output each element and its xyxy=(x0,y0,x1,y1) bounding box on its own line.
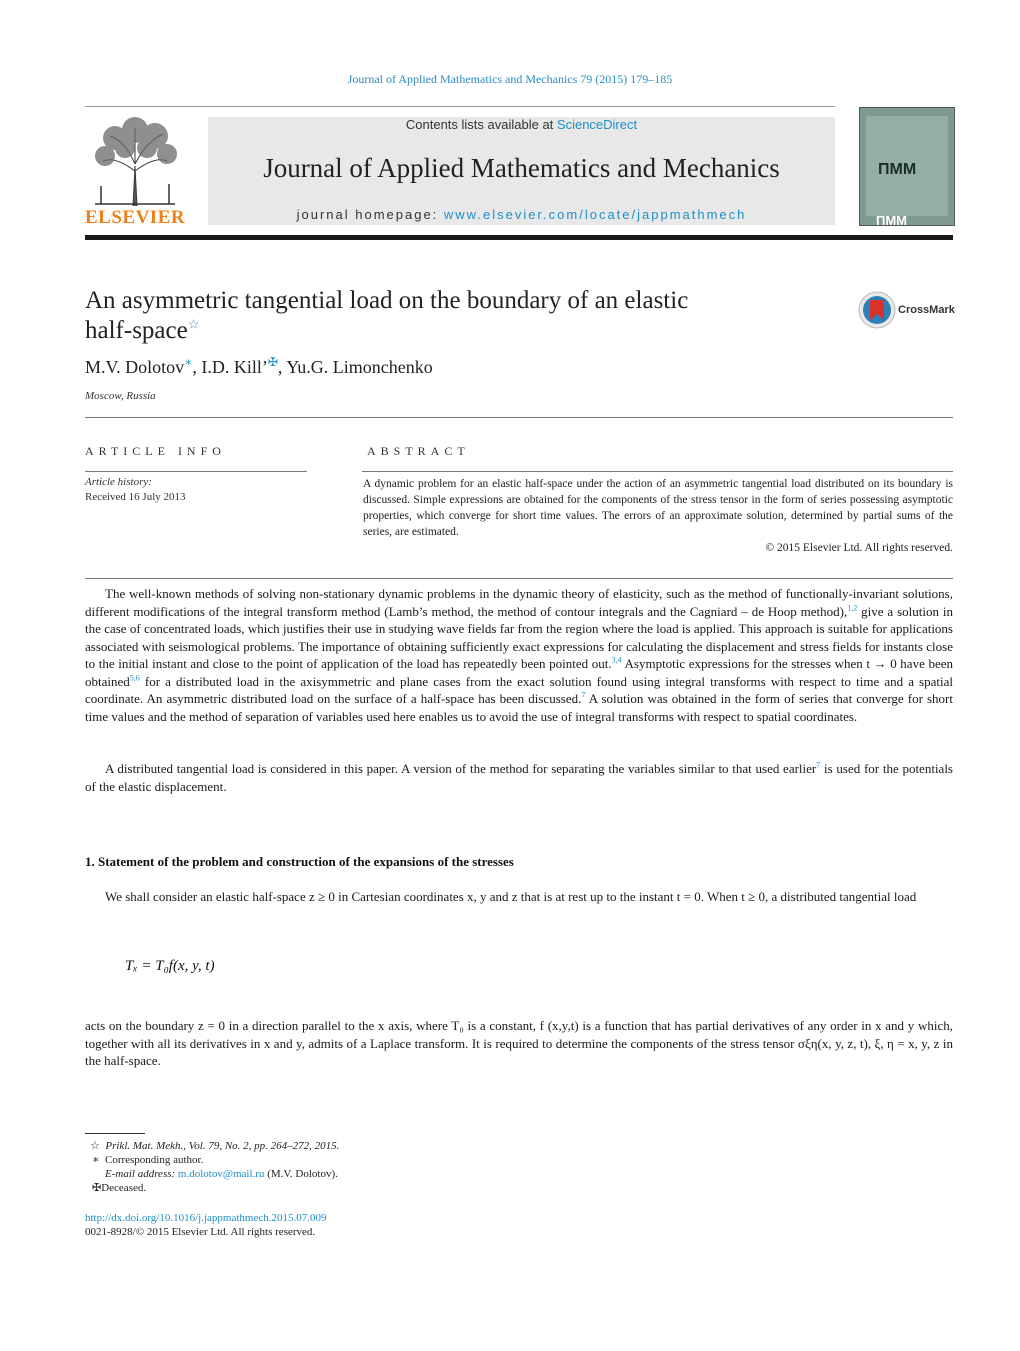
received-date: Received 16 July 2013 xyxy=(85,491,186,503)
abstract-text: A dynamic problem for an elastic half-space under the action of an asymmetric tangential load distributed on its boundary is discussed. Simple expressions are obtained for the components of the stress tensor in the form of series possessing asymptotic properties, which converge for short time values. The errors of an approximate solution, determined by partial sums of the series, are estimated. xyxy=(363,478,953,538)
p1-text-a: The well-known methods of solving non-stationary dynamic problems in the dynamic theory of elasticity, such as the method of functionally-invariant solutions, different modifications of the integral transform method (Lamb’s method, the method of contour integrals and the Cagniard – de Hoop method), xyxy=(85,586,953,619)
crossmark-label[interactable]: CrossMark xyxy=(898,304,955,316)
fn3-label: E-mail address: xyxy=(105,1168,178,1180)
body-rule xyxy=(85,578,953,579)
cover-title: ПММ xyxy=(878,161,917,178)
intro-paragraph-1 xyxy=(85,585,953,725)
ref-7[interactable]: 7 xyxy=(581,690,586,700)
p1-text-e: A solution was obtained in the form of series that converge for short time values and the method of separation of variables used here enables us to avoid the use of integral transforms with respect to spatial coordinates. xyxy=(85,691,953,724)
ref-3-4[interactable]: 3,4 xyxy=(611,655,622,665)
ref-1-2[interactable]: 1,2 xyxy=(847,603,858,613)
journal-title: Journal of Applied Mathematics and Mechanics xyxy=(263,153,780,183)
section-1-heading: 1. Statement of the problem and construction of the expansions of the stresses xyxy=(85,854,514,869)
top-rule xyxy=(85,106,835,107)
fn4-mark: ✠ xyxy=(92,1182,102,1194)
homepage-link[interactable]: www.elsevier.com/locate/jappmathmech xyxy=(443,207,747,222)
fn3-suffix: (M.V. Dolotov). xyxy=(264,1168,338,1180)
fn1-mark: ☆ xyxy=(90,1140,100,1152)
issn-copyright: 0021-8928/© 2015 Elsevier Ltd. All rights reserved. xyxy=(85,1226,316,1238)
elsevier-tree-icon xyxy=(85,116,185,208)
abstract-heading: ABSTRACT xyxy=(367,444,470,458)
affiliation-rule xyxy=(85,417,953,418)
article-info-heading: ARTICLE INFO xyxy=(85,444,226,458)
homepage-line xyxy=(208,207,835,222)
author-list: M.V. Dolotov∗, I.D. Kill’✠, Yu.G. Limonchenko xyxy=(85,355,433,377)
author-email-link[interactable]: m.dolotov@mail.ru xyxy=(177,1168,265,1180)
equation-load: Tₓ = T₀f(x, y, t) xyxy=(125,958,215,974)
abstract-rule xyxy=(362,471,953,472)
contents-prefix: Contents lists available at xyxy=(405,117,557,132)
author-1-mark[interactable]: ∗ xyxy=(184,355,193,369)
article-title xyxy=(85,286,805,346)
footnote-corresponding xyxy=(92,1153,203,1168)
journal-reference-link[interactable]: Journal of Applied Mathematics and Mechanics 79 (2015) 179–185 xyxy=(347,72,673,86)
sciencedirect-link[interactable]: ScienceDirect xyxy=(556,117,638,132)
cover-footer-title: ПММ xyxy=(876,213,908,228)
fn4-text: Deceased. xyxy=(101,1182,147,1194)
doi-link[interactable]: http://dx.doi.org/10.1016/j.jappmathmech.2015.07.009 xyxy=(85,1212,327,1224)
ref-5-6[interactable]: 5,6 xyxy=(129,673,140,683)
homepage-prefix: journal homepage: xyxy=(296,207,444,222)
fn2-mark: ∗ xyxy=(92,1154,100,1166)
title-line-2: half-space xyxy=(85,317,188,344)
fn2-text: Corresponding author. xyxy=(104,1154,204,1166)
ref-7-second[interactable]: 7 xyxy=(816,760,821,770)
fn1-text: Prikl. Mat. Mekh., Vol. 79, No. 2, pp. 264–272, 2015. xyxy=(105,1140,340,1152)
p1-text-b: give a solution in the case of concentrated loads, which justifies their use in studying wave fields far from the region where the load is applied. This approach is suitable for applications associated with seismological problems. The importance of obtaining sufficiently exact expressions for calculating the displacement and stress fields for instants close to the initial instant and close to the point of application of the load has repeatedly been pointed out. xyxy=(85,603,953,671)
author-2-mark[interactable]: ✠ xyxy=(267,355,278,369)
abstract-copyright: © 2015 Elsevier Ltd. All rights reserved. xyxy=(765,542,953,554)
cover-panel xyxy=(866,116,948,216)
article-history-label: Article history: xyxy=(85,476,152,488)
journal-cover-thumbnail[interactable] xyxy=(859,107,955,226)
title-footnote-mark[interactable]: ☆ xyxy=(187,316,200,332)
footnote-rule xyxy=(85,1133,145,1134)
elsevier-wordmark: ELSEVIER xyxy=(85,207,186,228)
p1-text-c: Asymptotic expressions for the stresses when t → 0 have been obtained xyxy=(85,656,953,689)
footnote-deceased xyxy=(92,1181,146,1196)
intro-paragraph-2 xyxy=(85,760,953,795)
section-1-paragraph-1: We shall consider an elastic half-space z ≥ 0 in Cartesian coordinates x, y and z that is at rest up to the instant t = 0. When t ≥ 0, a distributed tangential load xyxy=(105,889,917,904)
p1-text-d: for a distributed load in the axisymmetric and plane cases from the exact solution found using integral transforms with respect to time and a spatial coordinate. An asymmetric distributed load on the surface of a half-space has been discussed. xyxy=(85,673,953,706)
section-1-paragraph-2: acts on the boundary z = 0 in a direction parallel to the x axis, where T₀ is a constant, f (x,y,t) is a function that has partial derivatives of any order in x and y which, together with all its derivatives in x and y, admits of a Laplace transform. It is required to determine the components of the stress tensor σξη(x, y, z, t), ξ, η = x, y, z in the half-space. xyxy=(85,1018,953,1068)
footnote-email xyxy=(105,1167,338,1182)
article-info-rule xyxy=(85,471,307,472)
author-2: I.D. Kill’ xyxy=(201,357,268,377)
contents-line xyxy=(208,117,835,132)
affiliation: Moscow, Russia xyxy=(85,390,156,402)
title-line-1: An asymmetric tangential load on the boundary of an elastic xyxy=(85,287,689,314)
p2-text-a: A distributed tangential load is considered in this paper. A version of the method for separating the variables similar to that used earlier xyxy=(105,761,817,776)
author-3: Yu.G. Limonchenko xyxy=(286,357,433,377)
author-1: M.V. Dolotov xyxy=(85,357,185,377)
crossmark-icon xyxy=(858,290,898,330)
p2-text-b: is used for the potentials of the elastic displacement. xyxy=(85,761,953,794)
abstract-body xyxy=(363,476,953,556)
footnote-translation xyxy=(90,1139,339,1154)
header-thick-rule xyxy=(85,235,953,240)
